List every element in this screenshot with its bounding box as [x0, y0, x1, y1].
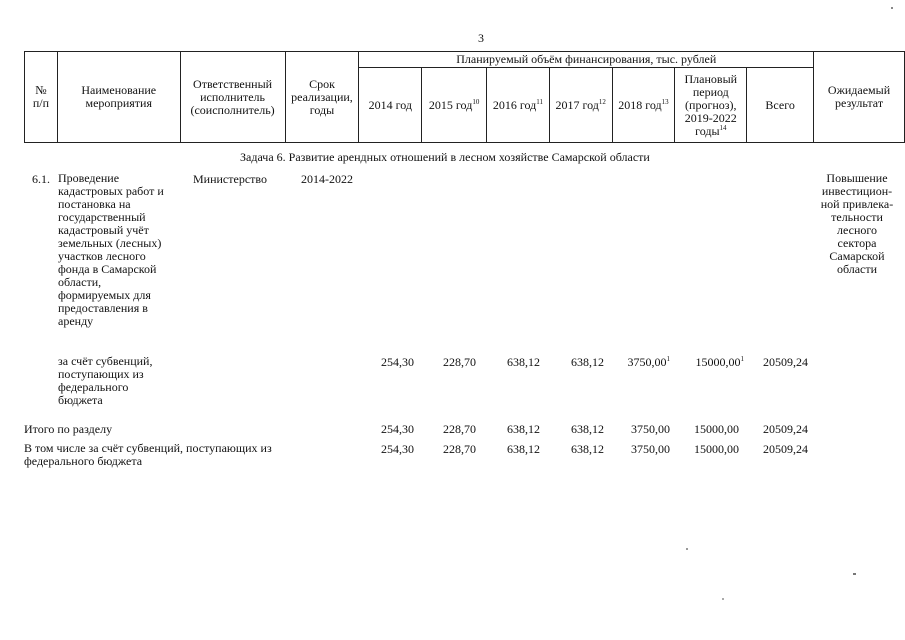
subsidy-value-2018: 3750,00$^1$ [627, 355, 670, 369]
scan-speck [853, 573, 856, 575]
including-2015: 228,70 [443, 442, 476, 456]
item-responsible: Министерство [193, 172, 267, 186]
section-total-2015: 228,70 [443, 422, 476, 436]
including-2017: 638,12 [571, 442, 604, 456]
header-year-2018: 2018 год$^{13}$ [612, 68, 675, 143]
page-number: 3 [478, 31, 484, 45]
header-result: Ожидаемый результат [814, 52, 905, 143]
section-total-2016: 638,12 [507, 422, 540, 436]
section-total-2014: 254,30 [381, 422, 414, 436]
section-total-total: 20509,24 [763, 422, 808, 436]
subsidy-value-total: 20509,24 [763, 355, 808, 369]
subsidy-value-2017: 638,12 [571, 355, 604, 369]
header-year-2014: 2014 год [359, 68, 422, 143]
header-year-2015: 2015 год$^{10}$ [422, 68, 487, 143]
header-num: № п/п [25, 52, 58, 143]
scan-speck [686, 548, 688, 550]
subsidy-label: за счёт субвенций, поступающих из федерального бюджета [58, 354, 153, 407]
item-term: 2014-2022 [301, 172, 353, 186]
header-year-2017: 2017 год$^{12}$ [549, 68, 612, 143]
item-result: Повышение инвестицион- ной привлека- тельности лесного сектора Самарской области [820, 171, 894, 276]
subsidy-value-2015: 228,70 [443, 355, 476, 369]
including-total: 20509,24 [763, 442, 808, 456]
task-title: Задача 6. Развитие арендных отношений в лесном хозяйстве Самарской области [240, 150, 650, 164]
section-total-2017: 638,12 [571, 422, 604, 436]
including-plan: 15000,00 [694, 442, 739, 456]
header-term: Срок реализации, годы [285, 52, 359, 143]
header-financing: Планируемый объём финансирования, тыс. рублей [359, 52, 814, 68]
header-year-2016: 2016 год$^{11}$ [487, 68, 550, 143]
header-plan-period: Плановый период (прогноз), 2019-2022 годы$^{14}$ [675, 68, 747, 143]
header-responsible: Ответственный исполнитель (соисполнитель) [180, 52, 285, 143]
including-label: В том числе за счёт субвенций, поступающих из федерального бюджета [24, 441, 272, 468]
including-2014: 254,30 [381, 442, 414, 456]
section-total-2018: 3750,00 [631, 422, 670, 436]
header-table [24, 51, 905, 143]
item-name: Проведение кадастровых работ и постановка на государственный кадастровый учёт земельных (лесных) участков лесного фонда в Самарской области, формируемых для предоставления в аренду [58, 171, 164, 328]
header-total: Всего [747, 68, 814, 143]
item-number: 6.1. [32, 172, 50, 186]
subsidy-value-plan: 15000,00$^1$ [695, 355, 744, 369]
scan-speck [891, 7, 893, 9]
section-total-plan: 15000,00 [694, 422, 739, 436]
header-name: Наименование мероприятия [57, 52, 180, 143]
subsidy-value-2016: 638,12 [507, 355, 540, 369]
subsidy-value-2014: 254,30 [381, 355, 414, 369]
scan-speck [722, 598, 724, 600]
including-2018: 3750,00 [631, 442, 670, 456]
section-total-label: Итого по разделу [24, 422, 113, 436]
including-2016: 638,12 [507, 442, 540, 456]
